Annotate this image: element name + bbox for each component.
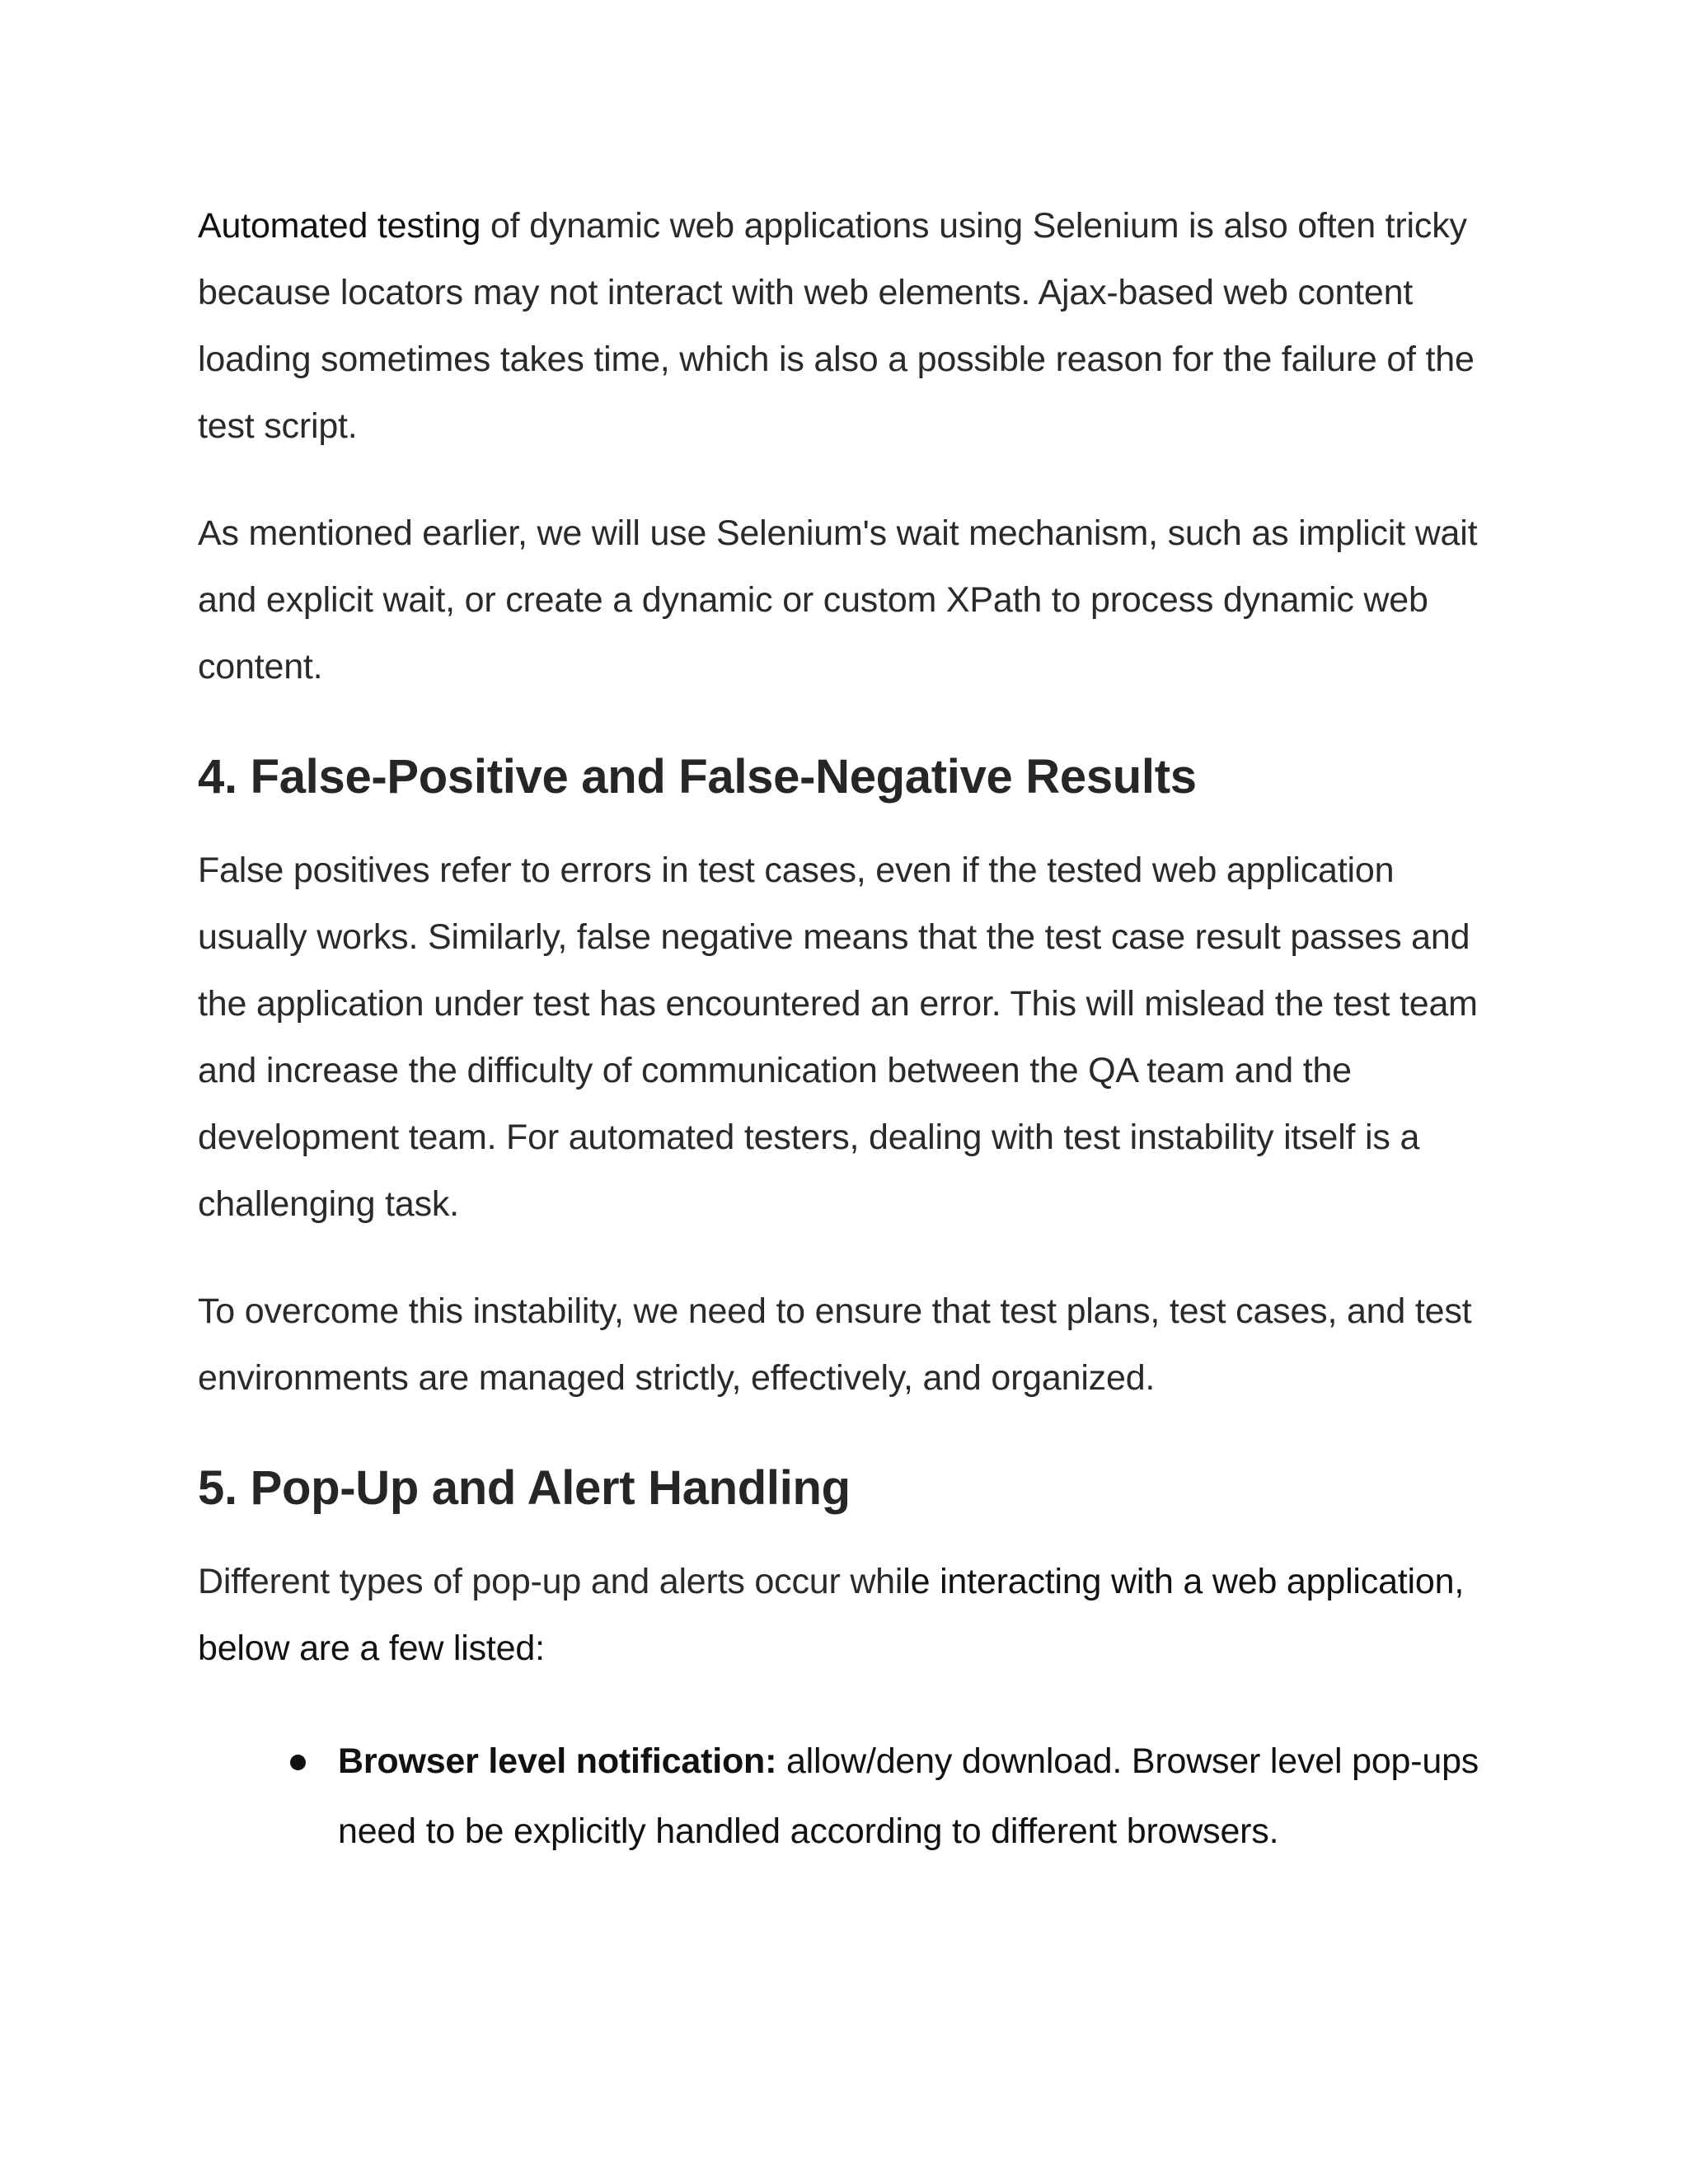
wait-mechanism-paragraph: As mentioned earlier, we will use Selenium's wait mechanism, such as implicit wait and explicit wait, or create a dynamic or custom XPath to process dynamic web content.: [198, 513, 1478, 687]
bullet-icon: [290, 1755, 306, 1770]
automated-testing-text: Automated testing: [198, 206, 481, 246]
popup-intro-paragraph: [198, 1549, 1500, 1682]
section-5-heading: 5. Pop-Up and Alert Handling: [198, 1461, 851, 1515]
intro-paragraph: [198, 193, 1500, 460]
list-item: [338, 1727, 1500, 1867]
popup-intro-text-part2: le interacting with a web application, below are a few listed:: [198, 1562, 1465, 1668]
instability-paragraph: To overcome this instability, we need to ensure that test plans, test cases, and test environments are managed strictly, effectively, and organized.: [198, 1291, 1472, 1398]
list-item-text: allow/deny download. Browser level pop-ups need to be explicitly handled according to different browsers.: [338, 1741, 1479, 1851]
list-item-label: Browser level notification:: [338, 1741, 777, 1781]
document-page: [198, 193, 1500, 1867]
popup-types-list: [198, 1727, 1500, 1867]
section-4-heading: 4. False-Positive and False-Negative Results: [198, 750, 1197, 804]
false-results-paragraph: False positives refer to errors in test cases, even if the tested web application usually works. Similarly, false negative means that the test case result passes and the application under test has encountered an error. This will mislead the test team and increase the difficulty of communication between the QA team and the development team. For automated testers, dealing with test instability itself is a challenging task.: [198, 851, 1478, 1224]
intro-paragraph-text: of dynamic web applications using Selenium is also often tricky because locators may not interact with web elements. Ajax-based web content loading sometimes takes time, which is also a possible reason for the failure of the test script.: [198, 206, 1475, 446]
popup-intro-text-part1: Different types of pop-up and alerts occur whi: [198, 1562, 903, 1601]
